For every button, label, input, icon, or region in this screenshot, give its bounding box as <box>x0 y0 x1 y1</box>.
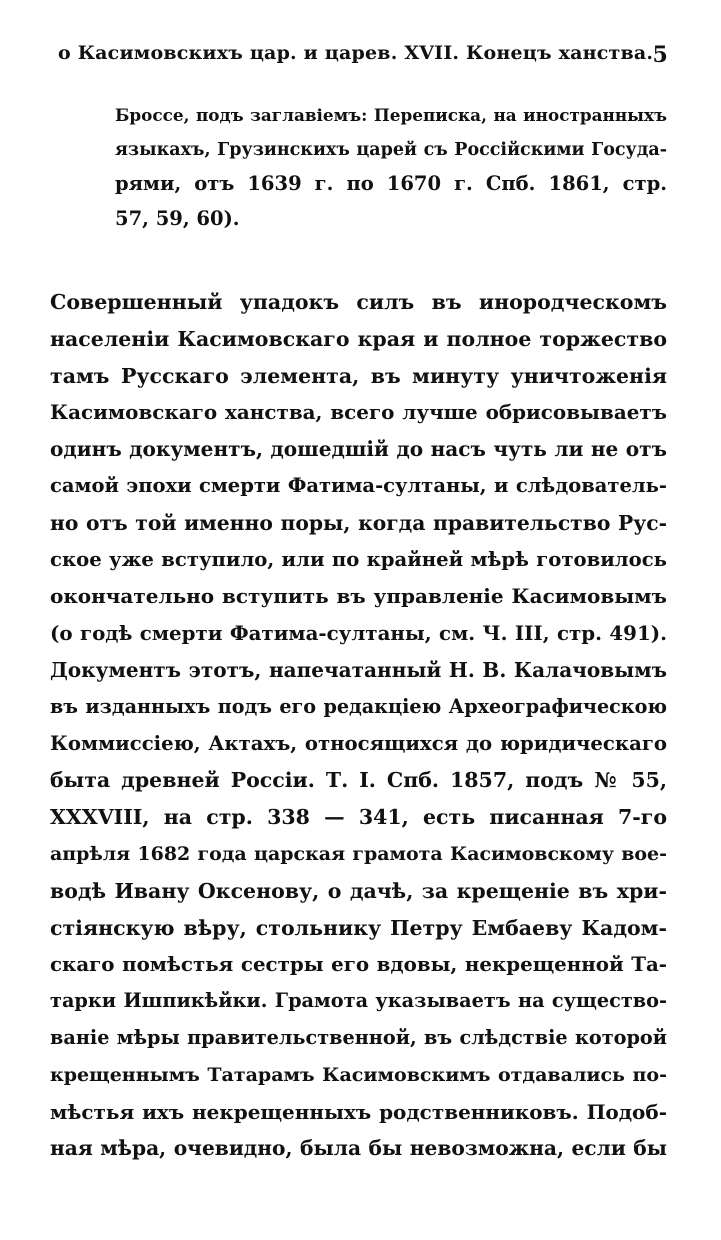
running-header <box>58 42 668 74</box>
footnote-line: рями, отъ 1639 г. по 1670 г. Спб. 1861, стр. <box>115 172 667 195</box>
footnote-line: 57, 59, 60). <box>115 206 240 230</box>
body-line: въ изданныхъ подъ его редакціею Археографическою <box>50 694 667 718</box>
body-line: населеніи Касимовскаго края и полное торжество <box>50 326 667 351</box>
body-line: водѣ Ивану Оксенову, о дачѣ, за крещеніе въ хри- <box>50 878 667 903</box>
body-line: Совершенный упадокъ силъ въ инородческомъ <box>50 290 667 314</box>
body-line: (о годѣ смерти Фатима-султаны, см. Ч. III, стр. 491). <box>50 621 667 646</box>
body-line: тамъ Русскаго элемента, въ минуту уничтоженія <box>50 363 667 388</box>
body-line: окончательно вступить въ управленіе Касимовымъ <box>50 584 667 609</box>
body-line: ваніе мѣры правительственной, въ слѣдствіе которой <box>50 1025 667 1049</box>
body-line: мѣстья ихъ некрещенныхъ родственниковъ. Подоб- <box>50 1099 667 1124</box>
body-line: крещеннымъ Татарамъ Касимовскимъ отдавались по- <box>50 1063 667 1086</box>
header-title: о Касимовскихъ цар. и царев. XVII. Конецъ ханства. <box>58 42 654 64</box>
body-line: апрѣля 1682 года царская грамота Касимовскому вое- <box>50 842 667 865</box>
page-number: 5 <box>652 42 668 68</box>
body-line: самой эпохи смерти Фатима-султаны, и слѣдователь- <box>50 473 667 497</box>
body-line: быта древней Россіи. Т. I. Спб. 1857, подъ № 55, <box>50 768 667 793</box>
body-line: но отъ той именно поры, когда правительство Рус- <box>50 510 667 535</box>
body-line: стіянскую вѣру, стольнику Петру Ембаеву Кадом- <box>50 915 667 940</box>
body-line: Касимовскаго ханства, всего лучше обрисовываетъ <box>50 400 667 425</box>
body-line: скаго помѣстья сестры его вдовы, некрещенной Та- <box>50 952 667 977</box>
body-line: ское уже вступило, или по крайней мѣрѣ готовилось <box>50 547 667 571</box>
body-line: Документъ этотъ, напечатанный Н. В. Калачовымъ <box>50 657 667 682</box>
body-line: тарки Ишпикѣйки. Грамота указываетъ на существо- <box>50 989 667 1013</box>
footnote-line: языкахъ, Грузинскихъ царей съ Россійскими Госуда- <box>115 139 667 160</box>
footnote-line: Броссе, подъ заглавіемъ: Переписка, на иностранныхъ <box>115 105 667 125</box>
footnote-continuation <box>115 98 667 236</box>
body-line: XXXVIII, на стр. 338 — 341, есть писанная 7-го <box>50 805 667 830</box>
body-line: Коммиссіею, Актахъ, относящихся до юридическаго <box>50 731 667 755</box>
body-line: ная мѣра, очевидно, была бы невозможна, если бы <box>50 1136 667 1161</box>
body-paragraph <box>50 284 667 1167</box>
body-line: одинъ документъ, дошедшій до насъ чуть ли не отъ <box>50 437 667 462</box>
